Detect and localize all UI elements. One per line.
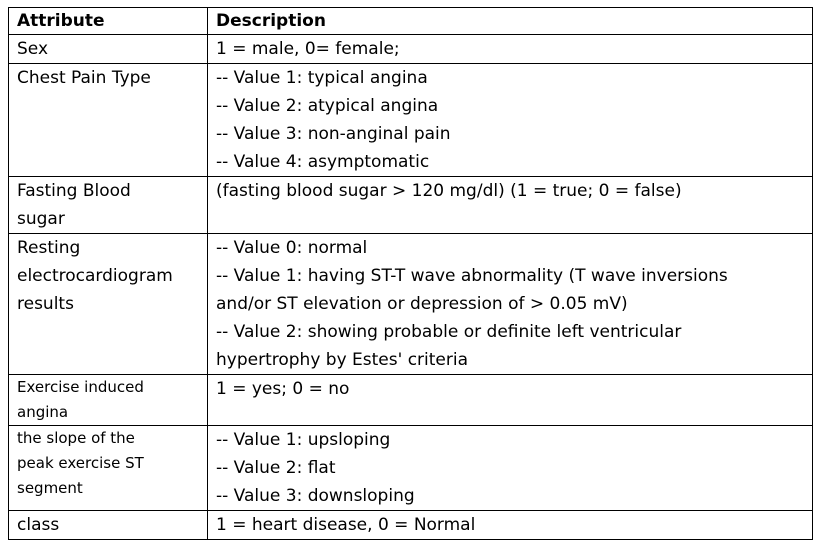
attribute-cell: [9, 64, 208, 177]
description-text: -- Value 2: flat: [216, 458, 336, 478]
table-row-resting-ecg: [9, 234, 813, 375]
attribute-cell: [9, 375, 208, 426]
table-header-row: [9, 8, 813, 35]
attribute-text: angina: [17, 403, 69, 421]
table-row-class: [9, 511, 813, 540]
attribute-text: class: [17, 515, 60, 535]
attribute-cell: [9, 511, 208, 540]
attribute-table: [8, 7, 813, 540]
description-text: -- Value 2: atypical angina: [216, 96, 439, 116]
description-cell: [208, 426, 813, 511]
attribute-cell: [9, 426, 208, 511]
description-text: (fasting blood sugar > 120 mg/dl) (1 = true; 0 = false): [216, 181, 682, 201]
attribute-text: results: [17, 294, 74, 314]
table-row-exercise-angina: [9, 375, 813, 426]
description-text: and/or ST elevation or depression of > 0.05 mV): [216, 294, 628, 314]
description-text: -- Value 4: asymptomatic: [216, 152, 430, 172]
attribute-text: electrocardiogram: [17, 266, 173, 286]
description-text: -- Value 1: typical angina: [216, 68, 428, 88]
attribute-text: peak exercise ST: [17, 454, 144, 472]
description-text: hypertrophy by Estes' criteria: [216, 350, 469, 370]
table-row-st-slope: [9, 426, 813, 511]
description-text: 1 = heart disease, 0 = Normal: [216, 515, 476, 535]
attribute-text: Exercise induced: [17, 378, 144, 396]
table-row-fasting-blood-sugar: [9, 177, 813, 234]
header-attribute: Attribute: [9, 8, 208, 35]
attribute-cell: [9, 234, 208, 375]
description-text: -- Value 3: downsloping: [216, 486, 415, 506]
table-row-sex: [9, 35, 813, 64]
attribute-text: Fasting Blood: [17, 181, 131, 201]
attribute-text: Chest Pain Type: [17, 68, 151, 88]
header-description: Description: [208, 8, 813, 35]
description-cell: [208, 234, 813, 375]
description-cell: [208, 375, 813, 426]
attribute-text: segment: [17, 479, 83, 497]
description-cell: [208, 64, 813, 177]
attribute-cell: [9, 177, 208, 234]
description-text: 1 = yes; 0 = no: [216, 379, 350, 399]
description-text: -- Value 1: upsloping: [216, 430, 391, 450]
attribute-text: sugar: [17, 209, 65, 229]
attribute-cell: [9, 35, 208, 64]
attribute-text: Sex: [17, 39, 49, 59]
description-cell: [208, 511, 813, 540]
description-text: -- Value 2: showing probable or definite left ventricular: [216, 322, 682, 342]
attribute-text: Resting: [17, 238, 81, 258]
description-text: 1 = male, 0= female;: [216, 39, 400, 59]
description-text: -- Value 0: normal: [216, 238, 368, 258]
description-text: -- Value 3: non-anginal pain: [216, 124, 451, 144]
attribute-text: the slope of the: [17, 429, 135, 447]
table-row-chest-pain-type: [9, 64, 813, 177]
description-cell: [208, 35, 813, 64]
description-cell: [208, 177, 813, 234]
attribute-table-container: [8, 7, 813, 540]
description-text: -- Value 1: having ST-T wave abnormality (T wave inversions: [216, 266, 728, 286]
